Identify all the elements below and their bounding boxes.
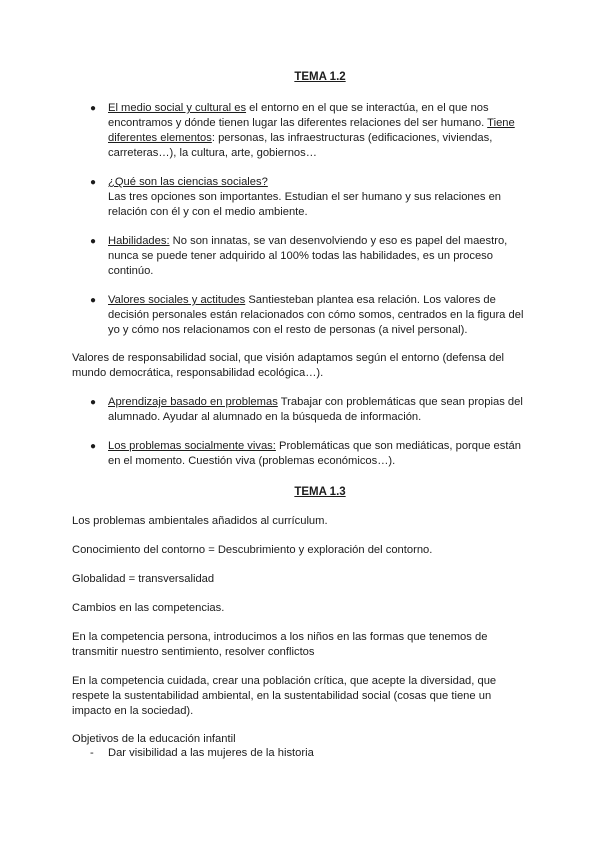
bullet-text: Problemáticas que son mediáticas, porque están en el momento. Cuestión viva (problemas económicos…). — [108, 440, 521, 467]
bullet-label-2: Tiene diferentes elementos — [108, 117, 515, 144]
bullet-text: Las tres opciones son importantes. Estudian el ser humano y sus relaciones en relación con él y con el medio ambiente. — [108, 191, 502, 218]
bullet-icon: ● — [90, 177, 97, 188]
bullet-text: Trabajar con problemáticas que sean propias del alumnado. Ayudar al alumnado en la búsqueda de información. — [108, 396, 523, 423]
paragraph-valores-responsabilidad: Valores de responsabilidad social, que visión adaptamos según el entorno (defensa del mundo democrática, responsabilidad ecológica…). — [72, 352, 505, 379]
paragraph-globalidad: Globalidad = transversalidad — [72, 573, 215, 585]
dash-item-visibilidad-mujeres — [90, 746, 528, 761]
bullet-label: Los problemas socialmente vivas: — [108, 440, 276, 452]
bullet-text: Santiesteban plantea esa relación. Los valores de decisión personales están relacionados con cómo somos, centrados en la figura del yo y cómo nos relacionamos con el resto de personas (a nivel personal). — [108, 294, 524, 336]
bullet-icon: ● — [90, 397, 97, 408]
bullet-icon: ● — [90, 295, 97, 306]
paragraph-competencia-persona: En la competencia persona, introducimos a los niños en las formas que tenemos de transmitir nuestro sentimiento, resolver conflictos — [72, 631, 488, 658]
bullet-aprendizaje-problemas — [90, 395, 528, 425]
bullet-label: El medio social y cultural es — [108, 102, 247, 114]
paragraph-problemas-ambientales: Los problemas ambientales añadidos al currículum. — [72, 515, 328, 527]
dash-icon: - — [90, 747, 94, 759]
paragraph-conocimiento-contorno: Conocimiento del contorno = Descubrimiento y exploración del contorno. — [72, 544, 433, 556]
bullet-habilidades — [90, 234, 528, 279]
heading-tema-1-2: TEMA 1.2 — [294, 71, 346, 83]
heading-tema-1-3: TEMA 1.3 — [294, 486, 346, 498]
paragraph-competencia-cuidada: En la competencia cuidada, crear una población crítica, que acepte la diversidad, que respete la sustentabilidad ambiental, en la sustentabilidad social (cosas que tiene un impacto en la sociedad). — [72, 675, 497, 717]
dash-text: Dar visibilidad a las mujeres de la historia — [108, 747, 314, 759]
bullet-icon: ● — [90, 103, 97, 114]
bullet-text: No son innatas, se van desenvolviendo y eso es papel del maestro, nunca se puede tener adquirido al 100% todas las habilidades, es un proceso continúo. — [108, 235, 508, 277]
bullet-label: Valores sociales y actitudes — [108, 294, 246, 306]
bullet-icon: ● — [90, 441, 97, 452]
bullet-label: Habilidades: — [108, 235, 170, 247]
bullet-valores-sociales — [90, 293, 528, 338]
bullet-medio-social — [90, 101, 528, 161]
bullet-text: el entorno en el que se interactúa, en el que nos encontramos y dónde tienen lugar las diferentes relaciones del ser humano. — [108, 102, 489, 129]
bullet-label: ¿Qué son las ciencias sociales? — [108, 176, 268, 188]
bullet-text-2: : personas, las infraestructuras (edificaciones, viviendas, carreteras…), la cultura, arte, gobiernos… — [108, 132, 493, 159]
paragraph-cambios-competencias: Cambios en las competencias. — [72, 602, 225, 614]
bullet-label: Aprendizaje basado en problemas — [108, 396, 278, 408]
bullet-icon: ● — [90, 236, 97, 247]
bullet-problemas-vivas — [90, 439, 528, 469]
paragraph-objetivos: Objetivos de la educación infantil — [72, 733, 236, 745]
bullet-ciencias-sociales — [90, 175, 528, 220]
